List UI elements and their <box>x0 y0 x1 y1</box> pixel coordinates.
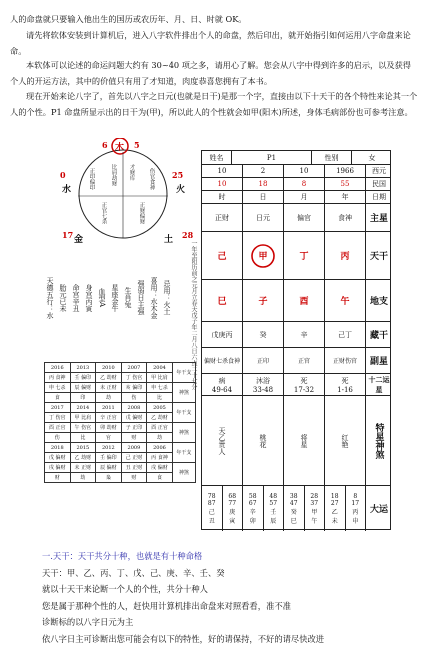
date-cell: 10 <box>202 165 243 177</box>
fire-count: 25 <box>172 170 184 180</box>
dayun-stem: 辛 <box>249 508 256 516</box>
chart-row-shensha <box>202 396 390 486</box>
earth-label: 土 <box>164 235 174 245</box>
dayun-age: 68 <box>228 492 237 500</box>
dayun-age: 18 <box>330 492 339 500</box>
date-row-label: 西元 <box>372 167 386 175</box>
name-value: P1 <box>232 151 312 164</box>
year-cell: 2010 <box>96 363 122 373</box>
year-cell: 2014 <box>70 403 96 413</box>
stem-cell: 丙 <box>325 232 366 279</box>
shensha-cell: 红艳 <box>325 396 366 485</box>
luck-cell: 劫 <box>147 433 173 443</box>
pillar-head: 年 <box>325 191 366 203</box>
stem-cell: 丁 <box>284 232 325 279</box>
year-cell: 2018 <box>45 443 71 453</box>
luck-cell: 丁 伤官 <box>121 373 147 383</box>
twelve-cell <box>243 374 284 395</box>
luck-cell: 丑 正财 <box>121 463 147 473</box>
dayun-stem: 癸 <box>290 508 297 516</box>
dayun-age: 58 <box>248 492 257 500</box>
luck-cell: 财 <box>45 473 71 483</box>
annual-luck-table <box>44 362 196 483</box>
row-label: 大运 <box>369 505 388 515</box>
bazi-chart <box>201 150 391 530</box>
wood-count-right: 5 <box>134 140 140 150</box>
date-cell: 10 <box>284 165 325 177</box>
twelve-stage: 沐浴 <box>256 376 270 385</box>
shensha-cell: 天乙贵人 <box>202 396 243 485</box>
luck-cell: 未 正财 <box>96 383 122 393</box>
twelve-cell <box>325 374 366 395</box>
luck-cell: 未 正财 <box>70 463 96 473</box>
fire-label: 火 <box>176 185 186 195</box>
wood-label: 木 <box>115 143 125 153</box>
hidden-cell: 己丁 <box>325 322 366 347</box>
chart-info-columns <box>44 260 184 335</box>
side-label: 神煞 <box>172 383 195 403</box>
branch-cell: 子 <box>243 280 284 321</box>
dayun-stem: 乙 <box>331 508 338 516</box>
shishen-cell: 日元 <box>243 204 284 231</box>
info-col: 天德五行：水 <box>46 276 54 319</box>
shishen-cell: 正财 <box>202 204 243 231</box>
chart-row-stems <box>202 232 390 280</box>
luck-cell: 印 <box>70 393 96 403</box>
chart-row-hidden <box>202 322 390 348</box>
year-cell: 2015 <box>70 443 96 453</box>
luck-cell: 戌 偏财 <box>45 463 71 473</box>
luck-cell: 辛 正官 <box>96 413 122 423</box>
luck-cell: 丙 食神 <box>45 373 71 383</box>
hidden-cell: 癸 <box>243 322 284 347</box>
twelve-age-range: 17-32 <box>293 385 315 394</box>
twelve-stage: 死 <box>341 376 349 385</box>
luck-cell: 戊 偏财 <box>121 413 147 423</box>
luck-cell: 子 正印 <box>121 423 147 433</box>
date-cell: 8 <box>284 178 325 190</box>
shishen-cell: 偏官 <box>284 204 325 231</box>
luck-cell: 申 七杀 <box>147 383 173 393</box>
dayun-age: 8 <box>353 492 358 500</box>
luck-cell: 枭 <box>96 473 122 483</box>
info-col: 胎元已未 <box>59 283 67 312</box>
twelve-age-range: 49-64 <box>211 385 233 394</box>
shensha-cell: 将星 <box>284 396 325 485</box>
chart-row-pillars <box>202 191 390 204</box>
dayun-branch: 未 <box>331 517 338 525</box>
year-cell: 2008 <box>121 403 147 413</box>
bottom-line: 依八字日主可诊断出您可能会有以下的特性，好的请保持，不好的请尽快改进 <box>42 633 325 644</box>
luck-cell: 劫 <box>70 473 96 483</box>
hidden-star-cell: 正印 <box>243 348 284 373</box>
dayun-branch: 丑 <box>208 517 215 525</box>
luck-cell: 官 <box>96 433 122 443</box>
side-label: 神煞 <box>172 423 195 443</box>
wheel-text-center-left: 比肩劫财 <box>110 164 117 186</box>
wheel-text-bottom-right: 正财偏财 <box>138 202 145 224</box>
year-cell: 2004 <box>147 363 173 373</box>
row-label: 天干 <box>369 252 388 262</box>
row-label: 特星神煞 <box>373 422 384 459</box>
row-label: 副星 <box>369 357 388 367</box>
luck-cell: 辰 偏财 <box>70 383 96 393</box>
wheel-text-left: 正印偏印 <box>88 168 95 190</box>
dayun-stem: 甲 <box>311 508 318 516</box>
luck-cell: 戊 偏财 <box>45 453 71 463</box>
year-cell: 2013 <box>70 363 96 373</box>
hidden-star-cell: 正财伤官 <box>325 348 366 373</box>
metal-label: 金 <box>74 235 84 245</box>
year-cell: 2005 <box>147 403 173 413</box>
chart-row-solar <box>202 165 390 178</box>
wheel-text-bottom-left: 正官七杀 <box>100 202 107 224</box>
luck-cell: 辰 偏财 <box>96 463 122 473</box>
earth-count: 28 <box>182 230 194 240</box>
dayun-age: 28 <box>310 492 319 500</box>
year-cell: 2009 <box>121 443 147 453</box>
dayun-cell <box>264 486 285 531</box>
chart-row-roc <box>202 178 390 191</box>
info-col: 忌用：火土 <box>163 280 171 315</box>
intro-paragraph: 人的命盘就只要输入他出生的国历或农历年、月、日、时就 OK。 <box>10 14 247 24</box>
luck-cell: 甲 比肩 <box>70 413 96 423</box>
chart-row-twelve <box>202 374 390 396</box>
dayun-year: 27 <box>330 499 339 507</box>
info-col: 血型A <box>98 287 106 308</box>
year-cell: 2012 <box>96 443 122 453</box>
side-label: 神煞 <box>172 463 195 483</box>
dayun-year: 37 <box>310 499 319 507</box>
info-col: 身宫丙寅 <box>85 283 93 312</box>
twelve-cell <box>284 374 325 395</box>
five-element-wheel <box>48 138 198 248</box>
dayun-cell <box>305 486 326 531</box>
dayun-stem: 庚 <box>229 508 236 516</box>
luck-cell: 食 <box>45 393 71 403</box>
twelve-age-range: 1-16 <box>337 385 353 394</box>
luck-cell: 丙 食神 <box>147 453 173 463</box>
stem-cell: 己 <box>202 232 243 279</box>
luck-cell: 甲 比肩 <box>147 373 173 383</box>
name-label: 姓名 <box>202 151 232 164</box>
luck-cell: 食 <box>147 473 173 483</box>
dayun-year: 57 <box>269 499 278 507</box>
shishen-cell: 食神 <box>325 204 366 231</box>
luck-cell: 壬 偏印 <box>70 373 96 383</box>
luck-cell: 乙 劫财 <box>96 373 122 383</box>
heavenly-stems-line: 天干：甲、乙、丙、丁、戊、己、庚、辛、壬、癸 <box>42 567 225 578</box>
luck-cell: 劫 <box>96 393 122 403</box>
pillar-head: 月 <box>284 191 325 203</box>
dayun-age: 38 <box>289 492 298 500</box>
dayun-age: 48 <box>269 492 278 500</box>
date-cell: 18 <box>243 178 284 190</box>
day-master-circle <box>250 243 276 269</box>
luck-cell: 财 <box>121 473 147 483</box>
dayun-cell <box>243 486 264 531</box>
row-label: 日期 <box>372 193 386 201</box>
dayun-year: 17 <box>351 499 360 507</box>
luck-cell: 比 <box>70 433 96 443</box>
dayun-year: 77 <box>228 499 237 507</box>
dayun-year: 47 <box>289 499 298 507</box>
dayun-branch: 卯 <box>249 517 256 525</box>
info-col: 星座金牛 <box>111 283 119 312</box>
date-cell: 1966 <box>325 165 366 177</box>
luck-cell: 己 正财 <box>121 453 147 463</box>
luck-cell: 比 <box>147 393 173 403</box>
info-col: 命宫辛丑 <box>72 283 80 312</box>
luck-cell: 午 伤官 <box>70 423 96 433</box>
dayun-branch: 午 <box>311 517 318 525</box>
dayun-branch: 辰 <box>270 517 277 525</box>
pillar-head: 日 <box>243 191 284 203</box>
wheel-text-center-right: 才财库 <box>128 164 135 181</box>
gender-value: 女 <box>368 153 376 162</box>
hidden-star-cell: 偏财七杀食神 <box>202 348 243 373</box>
date-cell: 10 <box>202 178 243 190</box>
water-count: 0 <box>60 170 66 180</box>
branch-cell: 酉 <box>284 280 325 321</box>
branch-cell: 巳 <box>202 280 243 321</box>
luck-cell: 丁 伤官 <box>45 413 71 423</box>
dayun-year: 67 <box>248 499 257 507</box>
luck-cell: 伤 <box>121 393 147 403</box>
luck-cell: 酉 正官 <box>147 423 173 433</box>
dayun-year: 87 <box>207 499 216 507</box>
info-col: 喜用：水木金 <box>150 276 158 319</box>
dayun-branch: 巳 <box>290 517 297 525</box>
luck-cell: 卯 劫财 <box>96 423 122 433</box>
dayun-branch: 申 <box>352 517 359 525</box>
bottom-line: 诊断标的以八字日元为主 <box>42 617 134 627</box>
gender-label: 性别 <box>312 151 352 164</box>
hidden-cell: 辛 <box>284 322 325 347</box>
date-cell: 55 <box>325 178 366 190</box>
bottom-line: 您是属于那种个性的人，赶快用计算机排出命盘来对照看看，准不准 <box>42 600 291 611</box>
year-cell: 2011 <box>96 403 122 413</box>
birth-note: 一年至阳历前之元月立春天戊子年二月八日六点二十七分 <box>190 240 197 390</box>
luck-cell: 乙 劫财 <box>147 413 173 423</box>
row-label: 地支 <box>369 297 388 307</box>
year-cell: 2006 <box>147 443 173 453</box>
dayun-cell <box>325 486 346 531</box>
luck-cell: 酉 正官 <box>45 423 71 433</box>
wood-count-left: 6 <box>102 140 108 150</box>
water-label: 水 <box>62 185 72 195</box>
row-label: 主星 <box>369 214 388 224</box>
year-cell: 2017 <box>45 403 71 413</box>
dayun-branch: 寅 <box>229 517 236 525</box>
chart-row-hidden-stars <box>202 348 390 374</box>
chart-row-dayun <box>202 486 390 531</box>
year-cell: 2007 <box>121 363 147 373</box>
date-row-label: 民国 <box>372 180 386 188</box>
wheel-text-right: 伤官食神 <box>148 168 155 190</box>
luck-cell: 戌 偏财 <box>147 463 173 473</box>
branch-cell: 午 <box>325 280 366 321</box>
instructions-paragraph: 请先将软体安装到计算机后，进入八字软件排出个人的命盘，然后印出，就开始指引如何运用八字命盘来论命。 <box>10 30 411 56</box>
luck-cell: 壬 偏印 <box>96 453 122 463</box>
body-paragraph: 本软体可以论述的命运问题大约有 30~40 项之多，请用心了解。您会从八字中得到许多的启示，以及获得个人的开运方法，其中的价值只有用了才知道，肉度恭喜您拥有了本书。 <box>10 60 411 86</box>
luck-cell: 亥 偏印 <box>121 383 147 393</box>
chart-row-name <box>202 151 390 165</box>
row-label: 藏干 <box>369 331 388 341</box>
dayun-age: 78 <box>207 492 216 500</box>
luck-cell: 乙 劫财 <box>70 453 96 463</box>
luck-cell: 财 <box>121 433 147 443</box>
section-heading: 一.天干：天干共分十种，也就是有十种命格 <box>42 551 203 561</box>
body-paragraph-2: 现在开始来论八字了，首先以八字之日元(也就是日干)是那一个字，直接由以下十天干的各个特性来论其一个人的个性。P1 命盘所显示出的日干为(甲)，所以此人的个性就会如甲(阳木)所述，身体毛病部份也可参考注意。 <box>10 91 418 117</box>
bottom-text <box>42 548 412 647</box>
dayun-cell <box>284 486 305 531</box>
hidden-cell: 戊庚丙 <box>202 322 243 347</box>
twelve-cell <box>202 374 243 395</box>
day-master-cell <box>243 232 284 279</box>
side-label: 年干支 <box>172 443 195 463</box>
year-cell: 2016 <box>45 363 71 373</box>
dayun-cell <box>202 486 223 531</box>
dayun-cell <box>223 486 244 531</box>
hidden-star-cell: 正官 <box>284 348 325 373</box>
luck-cell: 伤 <box>45 433 71 443</box>
info-col: 强弱日主强 <box>137 280 145 315</box>
dayun-stem: 壬 <box>270 508 277 516</box>
pillar-head: 时 <box>202 191 243 203</box>
side-label: 年干支 <box>172 363 195 383</box>
twelve-stage: 死 <box>300 376 308 385</box>
dayun-cell <box>346 486 367 531</box>
metal-count: 17 <box>62 230 74 240</box>
info-col: 生肖兔 <box>124 287 132 308</box>
row-label: 十二运星 <box>368 374 390 394</box>
side-label: 年干支 <box>172 403 195 423</box>
chart-row-branches <box>202 280 390 322</box>
luck-cell: 申 七杀 <box>45 383 71 393</box>
shensha-cell: 桃花 <box>243 396 284 485</box>
dayun-stem: 己 <box>208 508 215 516</box>
dayun-stem: 丙 <box>352 508 359 516</box>
chart-row-shishen <box>202 204 390 232</box>
date-cell: 2 <box>243 165 284 177</box>
day-master-stem: 甲 <box>258 252 268 262</box>
bottom-line: 就以十天干来论断一个人的个性，共分十种人 <box>42 584 208 594</box>
twelve-stage: 病 <box>218 376 226 385</box>
twelve-age-range: 33-48 <box>252 385 274 394</box>
